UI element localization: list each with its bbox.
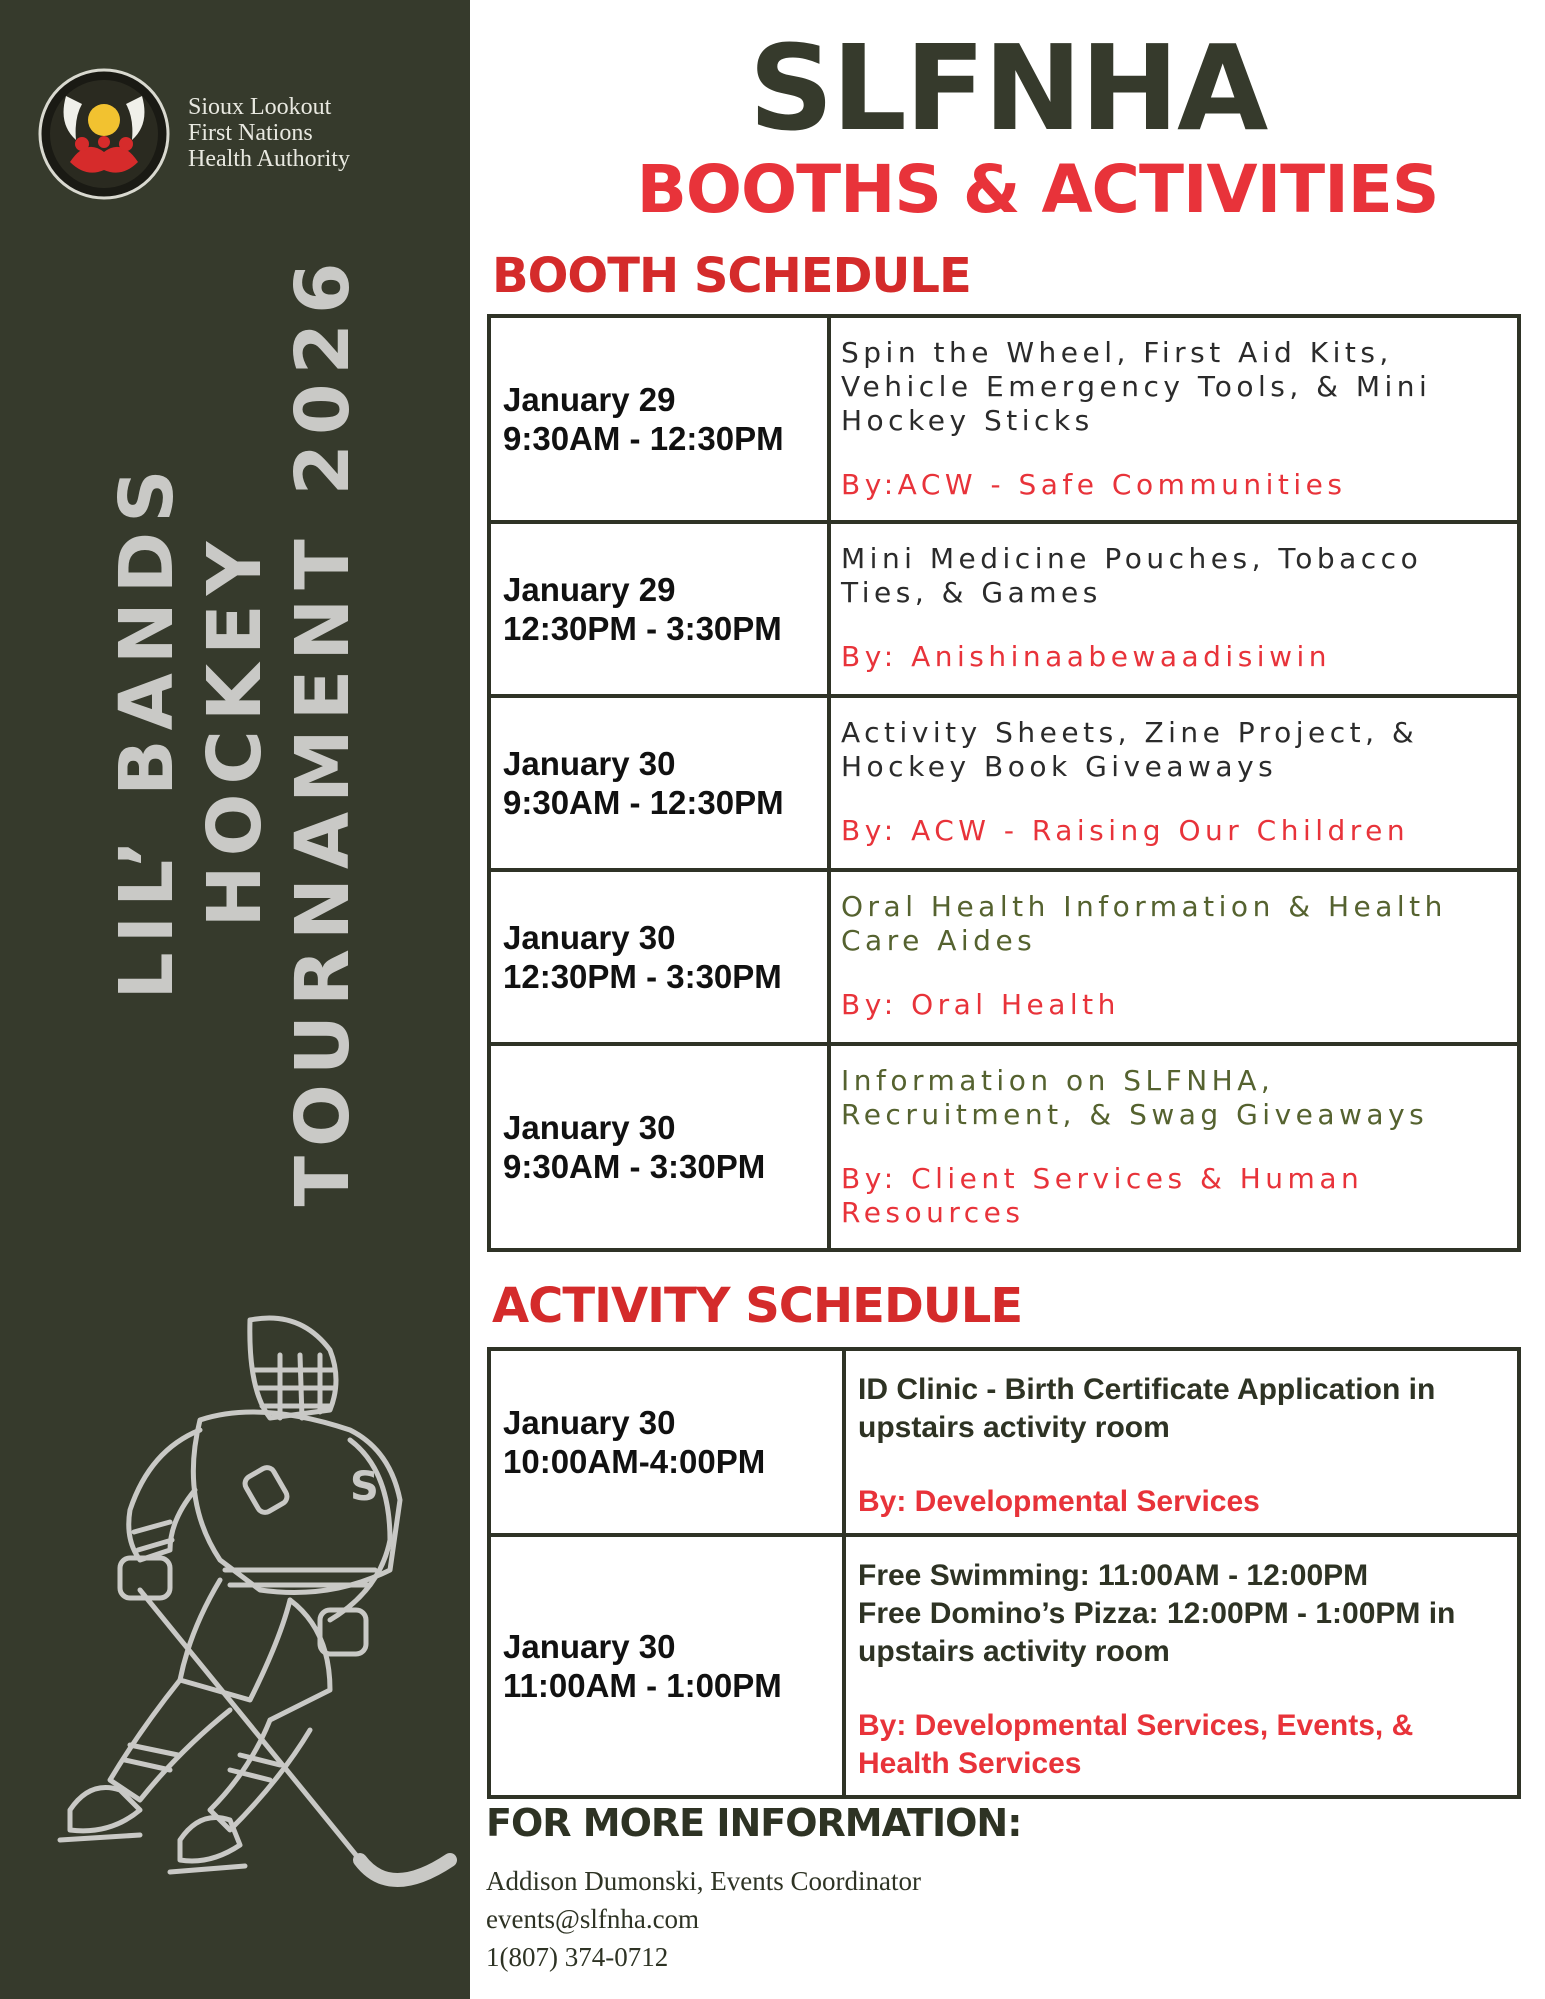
event-title-line: TOURNAMENT 2026: [280, 253, 366, 1207]
activity-host: By: Developmental Services: [858, 1485, 1260, 1518]
activity-when: [489, 1349, 844, 1535]
booth-description: [829, 870, 1519, 1044]
activity-time: 11:00AM - 1:00PM: [503, 1667, 782, 1704]
org-name-line: Sioux Lookout: [188, 94, 332, 120]
event-title: [103, 254, 367, 1207]
booth-description: [829, 1044, 1519, 1250]
slfnha-logo-icon: [36, 66, 172, 202]
booth-host: By:ACW - Safe Communities: [841, 468, 1347, 501]
table-row: [489, 1535, 1519, 1797]
activity-date: January 30: [503, 1628, 676, 1665]
org-name-line: First Nations: [188, 120, 313, 146]
booth-description: [829, 316, 1519, 522]
activity-line: Free Domino’s Pizza: 12:00PM - 1:00PM in upstairs activity room: [858, 1597, 1456, 1668]
table-row: [489, 1044, 1519, 1250]
booth-date: January 30: [503, 1109, 676, 1146]
activity-schedule-table: [487, 1347, 1521, 1799]
booth-time: 9:30AM - 3:30PM: [503, 1148, 766, 1185]
booth-when: [489, 316, 829, 522]
booth-items: Information on SLFNHA, Recruitment, & Swag Giveaways: [841, 1064, 1429, 1131]
event-title-line: LIL’ BANDS: [104, 460, 190, 1000]
sidebar: [0, 0, 470, 1999]
contact-email[interactable]: events@slfnha.com: [486, 1904, 700, 1934]
booth-time: 9:30AM - 12:30PM: [503, 420, 784, 457]
booth-items: Activity Sheets, Zine Project, & Hockey Book Giveaways: [841, 716, 1419, 783]
org-logo-block: [36, 66, 436, 206]
contact-phone[interactable]: 1(807) 374-0712: [486, 1942, 669, 1972]
booth-time: 12:30PM - 3:30PM: [503, 610, 782, 647]
booth-date: January 30: [503, 919, 676, 956]
booth-when: [489, 870, 829, 1044]
booth-host: By: Oral Health: [841, 988, 1120, 1021]
activity-time: 10:00AM-4:00PM: [503, 1443, 766, 1480]
booth-time: 12:30PM - 3:30PM: [503, 958, 782, 995]
booth-when: [489, 522, 829, 696]
booth-schedule-table: [487, 314, 1521, 1252]
booth-description: [829, 696, 1519, 870]
activity-date: January 30: [503, 1404, 676, 1441]
activity-schedule-heading: ACTIVITY SCHEDULE: [492, 1278, 1023, 1334]
booth-items: Spin the Wheel, First Aid Kits, Vehicle Emergency Tools, & Mini Hockey Sticks: [841, 336, 1432, 437]
page-title: SLFNHA: [748, 19, 1267, 157]
booth-when: [489, 1044, 829, 1250]
org-name: [188, 94, 350, 172]
booth-when: [489, 696, 829, 870]
table-row: [489, 1349, 1519, 1535]
booth-description: [829, 522, 1519, 696]
booth-items: Oral Health Information & Health Care Aides: [841, 890, 1447, 957]
event-title-line: HOCKEY: [192, 532, 278, 928]
booth-host: By: Anishinaabewaadisiwin: [841, 640, 1331, 673]
booth-items: Mini Medicine Pouches, Tobacco Ties, & Games: [841, 542, 1423, 609]
booth-date: January 29: [503, 571, 676, 608]
booth-date: January 29: [503, 381, 676, 418]
booth-host: By: ACW - Raising Our Children: [841, 814, 1410, 847]
contact-name: Addison Dumonski, Events Coordinator: [486, 1866, 921, 1896]
booth-date: January 30: [503, 745, 676, 782]
table-row: [489, 870, 1519, 1044]
booth-time: 9:30AM - 12:30PM: [503, 784, 784, 821]
contact-block: [486, 1862, 921, 1976]
booth-host: By: Client Services & Human Resources: [841, 1162, 1364, 1229]
page-subtitle: BOOTHS & ACTIVITIES: [636, 151, 1439, 228]
activity-host: By: Developmental Services, Events, & Health Services: [858, 1709, 1414, 1780]
table-row: [489, 316, 1519, 522]
activity-line: Free Swimming: 11:00AM - 12:00PM: [858, 1559, 1369, 1592]
activity-line: ID Clinic - Birth Certificate Application in upstairs activity room: [858, 1373, 1436, 1444]
activity-description: [844, 1349, 1519, 1535]
activity-when: [489, 1535, 844, 1797]
more-info-heading: FOR MORE INFORMATION:: [486, 1801, 1022, 1845]
activity-description: [844, 1535, 1519, 1797]
svg-text:S: S: [350, 1464, 379, 1510]
org-name-line: Health Authority: [188, 146, 350, 172]
hockey-player-icon: [30, 1300, 470, 1900]
table-row: [489, 522, 1519, 696]
table-row: [489, 696, 1519, 870]
booth-schedule-heading: BOOTH SCHEDULE: [492, 248, 971, 304]
